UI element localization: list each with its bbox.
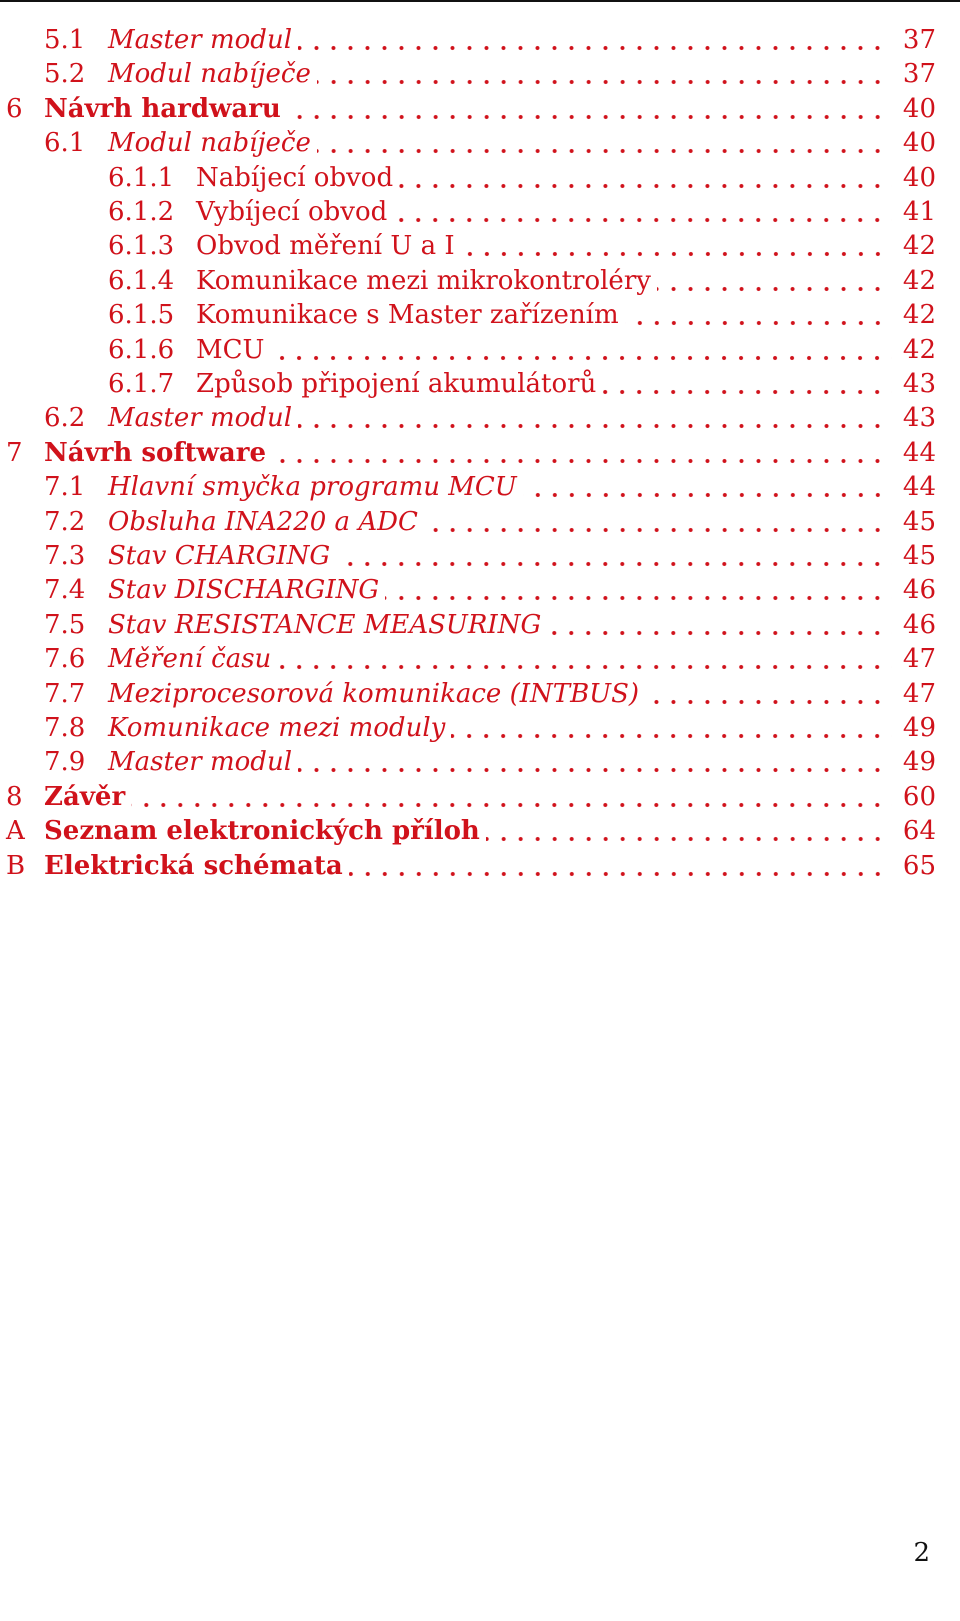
dot-leader: [272, 435, 892, 471]
toc-entry-title[interactable]: Elektrická schémata: [44, 850, 343, 881]
toc-entry-title[interactable]: Závěr: [44, 781, 126, 812]
toc-entry[interactable]: [0, 676, 936, 712]
toc-entry-number: 7.3: [44, 541, 86, 571]
dot-leader: [461, 228, 892, 264]
toc-entry-number: 6: [6, 93, 23, 124]
toc-entry[interactable]: [0, 332, 936, 368]
dot-leader: [399, 160, 892, 196]
toc-entry-number: 6.1.2: [108, 197, 175, 227]
toc-entry[interactable]: [0, 813, 936, 849]
toc-entry-number: A: [6, 816, 25, 847]
toc-entry[interactable]: [0, 125, 936, 161]
toc-entry-page[interactable]: 44: [902, 472, 936, 503]
toc-entry-number: 7: [6, 437, 23, 468]
toc-entry-number: 7.9: [44, 747, 86, 778]
toc-entry-title[interactable]: Obvod měření U a I: [196, 231, 455, 262]
toc-entry-number: 7.8: [44, 713, 86, 743]
dot-leader: [131, 779, 892, 815]
toc-entry-page[interactable]: 40: [902, 93, 936, 124]
toc-entry-title[interactable]: Komunikace mezi mikrokontroléry: [196, 265, 651, 296]
toc-entry-page[interactable]: 42: [902, 265, 936, 296]
toc-entry-page[interactable]: 46: [902, 575, 936, 606]
toc-entry-number: 6.2: [44, 403, 86, 434]
toc-entry-number: 6.1.7: [108, 369, 175, 399]
toc-entry-title[interactable]: Stav CHARGING: [108, 541, 331, 571]
toc-entry-page[interactable]: 49: [902, 747, 936, 778]
toc-entry-number: 7.5: [44, 609, 86, 640]
toc-entry-page[interactable]: 60: [902, 781, 936, 812]
toc-entry[interactable]: [0, 194, 936, 230]
toc-entry-page[interactable]: 47: [902, 678, 936, 709]
toc-entry[interactable]: [0, 22, 936, 58]
toc-entry-title[interactable]: Hlavní smyčka programu MCU: [108, 472, 517, 503]
toc-entry-page[interactable]: 42: [902, 334, 936, 365]
toc-entry-number: 6.1.6: [108, 334, 175, 365]
toc-entry[interactable]: [0, 538, 936, 574]
toc-entry-title[interactable]: Modul nabíječe: [108, 128, 311, 159]
toc-entry-title[interactable]: Nabíjecí obvod: [196, 162, 394, 193]
toc-entry-number: B: [6, 850, 26, 881]
toc-entry[interactable]: [0, 572, 936, 608]
toc-entry-number: 6.1.3: [108, 231, 175, 262]
toc-entry-title[interactable]: Vybíjecí obvod: [196, 197, 388, 227]
dot-leader: [451, 710, 892, 746]
page-number: 2: [913, 1538, 930, 1568]
dot-leader: [317, 125, 892, 161]
toc-entry-page[interactable]: 64: [902, 816, 936, 847]
toc-entry-page[interactable]: 46: [902, 609, 936, 640]
toc-entry[interactable]: [0, 297, 936, 333]
toc-entry[interactable]: [0, 744, 936, 780]
dot-leader: [336, 538, 892, 574]
toc-entry[interactable]: [0, 160, 936, 196]
dot-leader: [625, 297, 892, 333]
toc-entry-title[interactable]: Obsluha INA220 a ADC: [108, 506, 418, 537]
dot-leader: [657, 263, 892, 299]
toc-entry[interactable]: [0, 400, 936, 436]
toc-entry-page[interactable]: 40: [902, 128, 936, 159]
toc-entry-number: 6.1: [44, 128, 86, 159]
dot-leader: [602, 366, 892, 402]
toc-entry-page[interactable]: 49: [902, 713, 936, 743]
dot-leader: [385, 572, 892, 608]
dot-leader: [298, 22, 892, 58]
toc-entry-title[interactable]: MCU: [196, 334, 265, 365]
toc-entry-title[interactable]: Stav RESISTANCE MEASURING: [108, 609, 542, 640]
toc-entry[interactable]: [0, 641, 936, 677]
toc-entry-page[interactable]: 65: [902, 850, 936, 881]
dot-leader: [547, 607, 892, 643]
toc-entry-page[interactable]: 44: [902, 437, 936, 468]
toc-entry-title[interactable]: Návrh hardwaru: [44, 93, 281, 124]
toc-entry[interactable]: [0, 91, 936, 127]
toc-entry-title[interactable]: Master modul: [108, 403, 293, 434]
toc-entry-page[interactable]: 42: [902, 300, 936, 331]
toc-entry-page[interactable]: 42: [902, 231, 936, 262]
dot-leader: [486, 813, 892, 849]
toc-entry[interactable]: [0, 504, 936, 540]
toc-entry-title[interactable]: Stav DISCHARGING: [108, 575, 380, 606]
toc-entry-page[interactable]: 37: [902, 25, 936, 55]
toc-entry-number: 5.1: [44, 25, 86, 55]
toc-entry-title[interactable]: Způsob připojení akumulátorů: [196, 369, 597, 399]
toc-entry-number: 7.4: [44, 575, 86, 606]
toc-entry-number: 6.1.4: [108, 265, 175, 296]
toc-entry[interactable]: [0, 56, 936, 92]
toc-entry-page[interactable]: 37: [902, 59, 936, 90]
toc-entry-number: 7.7: [44, 678, 86, 709]
toc-entry-title[interactable]: Modul nabíječe: [108, 59, 311, 90]
toc-entry[interactable]: [0, 228, 936, 264]
toc-entry-title[interactable]: Návrh software: [44, 437, 267, 468]
toc-entry-number: 6.1.1: [108, 162, 175, 193]
toc-entry-number: 8: [6, 781, 23, 812]
toc-entry[interactable]: [0, 366, 936, 402]
toc-entry[interactable]: [0, 848, 936, 884]
dot-leader: [277, 641, 892, 677]
toc-entry[interactable]: [0, 435, 936, 471]
toc-entry-page[interactable]: 47: [902, 644, 936, 675]
toc-entry-title[interactable]: Seznam elektronických příloh: [44, 816, 480, 847]
toc-entry-page[interactable]: 40: [902, 162, 936, 193]
toc-entry-title[interactable]: Komunikace mezi moduly: [108, 713, 446, 743]
toc-entry-number: 6.1.5: [108, 300, 175, 331]
toc-entry[interactable]: [0, 779, 936, 815]
toc-entry[interactable]: [0, 263, 936, 299]
toc-entry-number: 7.1: [44, 472, 86, 503]
toc-entry-number: 7.2: [44, 506, 86, 537]
toc-entry-title[interactable]: Master modul: [108, 747, 293, 778]
dot-leader: [393, 194, 892, 230]
toc-entry-number: 5.2: [44, 59, 86, 90]
dot-leader: [523, 469, 892, 505]
toc-entry-number: 7.6: [44, 644, 86, 675]
toc-entry-title[interactable]: Komunikace s Master zařízením: [196, 300, 619, 331]
dot-leader: [298, 400, 892, 436]
toc-entry[interactable]: [0, 469, 936, 505]
dot-leader: [349, 848, 892, 884]
dot-leader: [287, 91, 892, 127]
toc-entry-page[interactable]: 41: [902, 197, 936, 227]
toc-entry[interactable]: [0, 607, 936, 643]
toc-entry-title[interactable]: Měření času: [108, 644, 272, 675]
toc-entry-page[interactable]: 45: [902, 541, 936, 571]
dot-leader: [317, 56, 892, 92]
toc-entry-title[interactable]: Meziprocesorová komunikace (INTBUS): [108, 678, 640, 709]
toc-entry[interactable]: [0, 710, 936, 746]
dot-leader: [424, 504, 892, 540]
toc-entry-page[interactable]: 43: [902, 403, 936, 434]
dot-leader: [298, 744, 892, 780]
toc-entry-page[interactable]: 45: [902, 506, 936, 537]
toc-entry-title[interactable]: Master modul: [108, 25, 293, 55]
dot-leader: [270, 332, 892, 368]
toc-entry-page[interactable]: 43: [902, 369, 936, 399]
dot-leader: [645, 676, 892, 712]
